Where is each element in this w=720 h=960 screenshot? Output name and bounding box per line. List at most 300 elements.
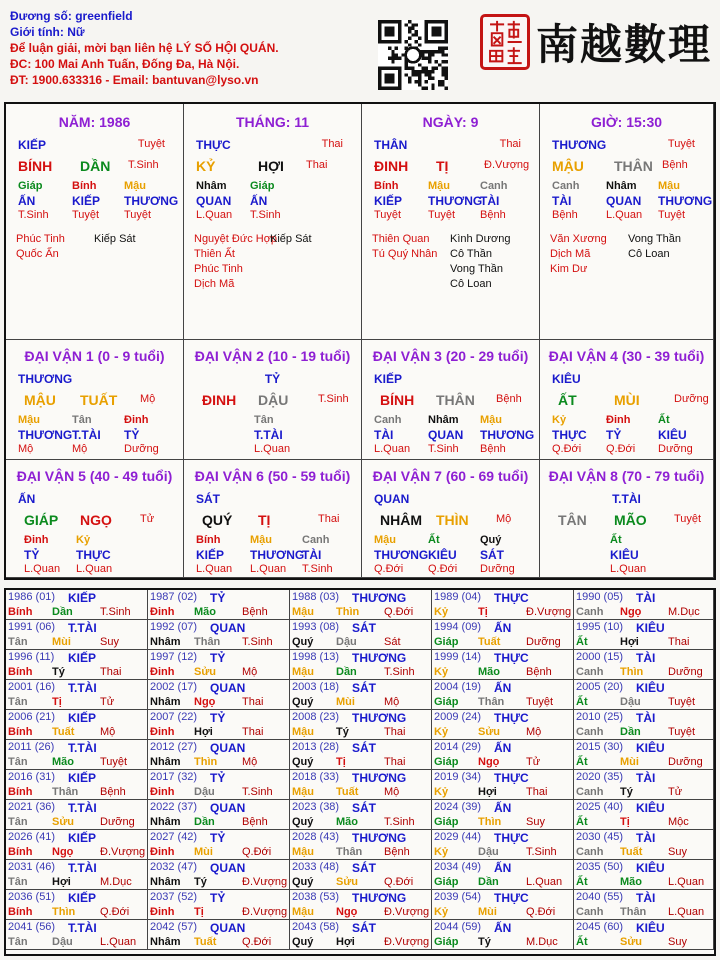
year-branch: Ngọ xyxy=(336,906,358,918)
year-branch: Dần xyxy=(52,606,73,618)
pillar-3 xyxy=(540,104,714,340)
year-growth-status: T.Sinh xyxy=(526,846,557,858)
hidden-ten-god: SÁT xyxy=(480,548,504,562)
year-growth-status: Bệnh xyxy=(526,666,552,678)
year-branch: Tý xyxy=(52,666,65,678)
year-ten-god: ẤN xyxy=(494,681,512,695)
year-cell xyxy=(574,920,714,950)
year-growth-status: T.Sinh xyxy=(242,636,273,648)
star-name: Dịch Mã xyxy=(194,278,235,290)
year-branch: Dậu xyxy=(194,786,215,798)
year-stem: Kỷ xyxy=(434,666,449,678)
hidden-stem: Tân xyxy=(254,414,274,426)
hidden-stem: Mậu xyxy=(18,414,40,426)
year-label: 2020 (35) xyxy=(576,771,624,783)
year-ten-god: THƯƠNG xyxy=(352,771,407,785)
year-stem: Mậu xyxy=(292,906,314,918)
year-branch: Mão xyxy=(194,606,216,618)
earthly-branch: THÂN xyxy=(436,392,475,408)
hidden-stem: Canh xyxy=(374,414,402,426)
hidden-stem: Giáp xyxy=(250,180,275,192)
good-stars xyxy=(550,232,607,277)
hidden-ten-god: THƯƠNG xyxy=(18,428,73,442)
year-ten-god: TÀI xyxy=(636,891,656,905)
year-ten-god: KIẾP xyxy=(68,591,97,605)
pillar-title: THÁNG: 11 xyxy=(235,114,310,130)
hidden-ten-god: THỰC xyxy=(76,548,111,562)
year-ten-god: T.TÀI xyxy=(68,861,97,875)
year-branch: Dần xyxy=(194,816,215,828)
hidden-growth-status: L.Quan xyxy=(250,563,287,575)
hidden-stem: Mậu xyxy=(374,534,396,546)
hidden-stem: Giáp xyxy=(18,180,43,192)
year-cell xyxy=(290,590,432,620)
heavenly-stem: ĐINH xyxy=(374,158,409,174)
year-cell xyxy=(574,770,714,800)
year-ten-god: TÀI xyxy=(636,651,656,665)
year-growth-status: Thai xyxy=(242,726,264,738)
year-label: 2017 (32) xyxy=(150,771,198,783)
hidden-growth-status: L.Quan xyxy=(196,563,233,575)
year-cell xyxy=(6,650,148,680)
year-label: 1992 (07) xyxy=(150,621,198,633)
hidden-stem: Nhâm xyxy=(428,414,459,426)
year-stem: Bính xyxy=(8,666,33,678)
contact: ĐT: 1900.633316 - Email: bantuvan@lyso.vn xyxy=(10,73,259,87)
year-growth-status: Mộ xyxy=(526,726,542,738)
year-growth-status: Tuyệt xyxy=(100,756,128,768)
pillar-2 xyxy=(362,104,540,340)
brand-logo: 南越數理 xyxy=(536,20,713,69)
hidden-ten-god: KIÊU xyxy=(610,548,639,562)
year-ten-god: THỰC xyxy=(494,771,529,785)
hidden-ten-god: TỶ xyxy=(24,548,40,562)
year-growth-status: T.Sinh xyxy=(242,786,273,798)
year-label: 1990 (05) xyxy=(576,591,624,603)
hidden-ten-god: THƯƠNG xyxy=(480,428,535,442)
ten-god-stem: THƯƠNG xyxy=(18,372,73,386)
year-branch: Mùi xyxy=(52,636,71,648)
year-branch: Tuất xyxy=(336,786,359,798)
year-growth-status: Dưỡng xyxy=(668,756,703,768)
year-stem: Đinh xyxy=(150,906,175,918)
hidden-growth-status: Mộ xyxy=(72,443,88,455)
hidden-ten-god: THỰC xyxy=(552,428,587,442)
year-cell xyxy=(290,680,432,710)
branch-growth-status: Bệnh xyxy=(662,159,688,171)
year-ten-god: KIÊU xyxy=(636,741,665,755)
year-stem: Mậu xyxy=(292,726,314,738)
year-label: 1999 (14) xyxy=(434,651,482,663)
year-cell xyxy=(6,740,148,770)
hidden-ten-god: THƯƠNG xyxy=(658,194,713,208)
hidden-ten-god: KIÊU xyxy=(658,428,687,442)
year-branch: Mùi xyxy=(194,846,213,858)
hidden-stem: Mậu xyxy=(124,180,146,192)
year-label: 2038 (53) xyxy=(292,891,340,903)
year-ten-god: QUAN xyxy=(210,921,246,935)
hidden-stem: Kỷ xyxy=(76,534,91,546)
dai-van-6 xyxy=(184,460,362,578)
earthly-branch: TỊ xyxy=(258,512,271,528)
year-branch: Hợi xyxy=(478,786,497,798)
dai-van-1 xyxy=(6,340,184,460)
year-ten-god: QUAN xyxy=(210,621,246,635)
hidden-growth-status: Q.Đới xyxy=(552,443,582,455)
year-growth-status: Mộ xyxy=(242,756,258,768)
year-cell xyxy=(290,710,432,740)
year-stem: Kỷ xyxy=(434,906,449,918)
stem-growth-status: Tuyệt xyxy=(667,138,695,150)
year-ten-god: SÁT xyxy=(352,801,376,815)
ten-god-stem: THỰC xyxy=(196,138,231,152)
year-branch: Ngọ xyxy=(194,696,216,708)
year-stem: Đinh xyxy=(150,846,175,858)
year-ten-god: QUAN xyxy=(210,741,246,755)
year-ten-god: ẤN xyxy=(494,741,512,755)
year-cell xyxy=(290,890,432,920)
hidden-growth-status: Mộ xyxy=(18,443,34,455)
year-growth-status: L.Quan xyxy=(668,876,705,888)
year-growth-status: Đ.Vượng xyxy=(526,606,572,618)
year-branch: Mùi xyxy=(620,756,639,768)
bad-stars xyxy=(270,232,312,247)
year-label: 1986 (01) xyxy=(8,591,56,603)
year-growth-status: Dưỡng xyxy=(526,636,561,648)
year-label: 2025 (40) xyxy=(576,801,624,813)
year-label: 2006 (21) xyxy=(8,711,56,723)
year-ten-god: TỶ xyxy=(210,651,226,665)
year-stem: Bính xyxy=(8,906,33,918)
hidden-stem: Bính xyxy=(72,180,97,192)
ten-god-stem: THÂN xyxy=(374,138,408,152)
ten-god-stem: THƯƠNG xyxy=(552,138,607,152)
year-label: 2009 (24) xyxy=(434,711,482,723)
heavenly-stem: GIÁP xyxy=(24,512,59,528)
year-growth-status: Bệnh xyxy=(384,846,410,858)
year-cell xyxy=(148,620,290,650)
year-stem: Ất xyxy=(576,756,588,768)
year-stem: Tân xyxy=(8,876,28,888)
hidden-growth-status: Bệnh xyxy=(552,209,578,221)
hidden-growth-status: L.Quan xyxy=(196,209,233,221)
year-cell xyxy=(432,890,574,920)
year-growth-status: L.Quan xyxy=(100,936,137,948)
year-branch: Dần xyxy=(336,666,357,678)
year-ten-god: SÁT xyxy=(352,741,376,755)
year-growth-status: Q.Đới xyxy=(526,906,556,918)
hidden-ten-god: KIẾP xyxy=(72,194,101,208)
hidden-stem: Nhâm xyxy=(606,180,637,192)
hidden-stem: Bính xyxy=(374,180,399,192)
year-cell xyxy=(148,800,290,830)
year-ten-god: SÁT xyxy=(352,621,376,635)
hidden-ten-god: QUAN xyxy=(606,194,642,208)
year-stem: Đinh xyxy=(150,726,175,738)
year-cell xyxy=(148,890,290,920)
year-branch: Dần xyxy=(478,876,499,888)
consult-note: Để luận giải, mời bạn liên hệ LÝ SỐ HỘI QUÁN. xyxy=(10,41,279,55)
year-cell xyxy=(148,590,290,620)
year-stem: Mậu xyxy=(292,846,314,858)
hidden-ten-god: KIÊU xyxy=(428,548,457,562)
star-name: Tú Quý Nhân xyxy=(372,248,438,260)
year-branch: Tị xyxy=(336,756,346,768)
hidden-growth-status: T.Sinh xyxy=(428,443,459,455)
year-ten-god: QUAN xyxy=(210,681,246,695)
heavenly-stem: NHÂM xyxy=(380,512,422,528)
hidden-stem: Canh xyxy=(480,180,508,192)
hidden-ten-god: TÀI xyxy=(302,548,322,562)
dai-van-title: ĐẠI VẬN 7 (60 - 69 tuổi) xyxy=(372,468,529,484)
year-ten-god: THỰC xyxy=(494,711,529,725)
hidden-stem: Đinh xyxy=(124,414,149,426)
heavenly-stem: TÂN xyxy=(558,512,587,528)
year-label: 2015 (30) xyxy=(576,741,624,753)
heavenly-stem: ĐINH xyxy=(202,392,237,408)
year-cell xyxy=(6,770,148,800)
earthly-branch: MÃO xyxy=(614,512,647,528)
pillar-title: NGÀY: 9 xyxy=(422,114,479,130)
year-growth-status: Mộ xyxy=(384,696,400,708)
year-label: 2032 (47) xyxy=(150,861,198,873)
year-branch: Thân xyxy=(52,786,79,798)
hidden-ten-god: KIẾP xyxy=(374,194,403,208)
earthly-branch: THÌN xyxy=(436,512,469,528)
year-growth-status: Tử xyxy=(100,696,115,708)
bad-stars xyxy=(628,232,681,262)
ten-god-stem: KIÊU xyxy=(552,372,581,386)
star-name: Nguyệt Đức Hợp xyxy=(194,233,278,245)
address: ĐC: 100 Mai Anh Tuấn, Đống Đa, Hà Nội. xyxy=(10,57,240,71)
year-ten-god: THƯƠNG xyxy=(352,651,407,665)
hidden-growth-status: L.Quan xyxy=(24,563,61,575)
year-cell xyxy=(432,710,574,740)
year-branch: Thân xyxy=(336,846,363,858)
year-branch: Thìn xyxy=(478,816,502,828)
year-cell xyxy=(148,710,290,740)
year-growth-status: M.Dục xyxy=(100,876,132,888)
hidden-ten-god: T.TÀI xyxy=(254,428,283,442)
year-ten-god: QUAN xyxy=(210,801,246,815)
year-growth-status: Thai xyxy=(384,756,406,768)
year-stem: Đinh xyxy=(150,786,175,798)
year-cell xyxy=(574,710,714,740)
year-growth-status: Tử xyxy=(526,756,541,768)
dai-van-title: ĐẠI VẬN 4 (30 - 39 tuổi) xyxy=(548,348,705,364)
year-ten-god: T.TÀI xyxy=(68,921,97,935)
year-cell xyxy=(290,800,432,830)
year-stem: Nhâm xyxy=(150,876,181,888)
year-cell xyxy=(290,650,432,680)
branch-growth-status: Mộ xyxy=(140,393,156,405)
year-ten-god: THỰC xyxy=(494,591,529,605)
year-label: 2036 (51) xyxy=(8,891,56,903)
year-stem: Quý xyxy=(292,876,314,888)
hidden-stem: Đinh xyxy=(606,414,631,426)
year-branch: Sửu xyxy=(194,666,217,678)
year-growth-status: Đ.Vượng xyxy=(242,906,288,918)
year-label: 2040 (55) xyxy=(576,891,624,903)
qr-code-icon xyxy=(378,20,448,90)
year-growth-status: Đ.Vượng xyxy=(384,906,430,918)
year-stem: Quý xyxy=(292,936,314,948)
hidden-growth-status: Tuyệt xyxy=(428,209,456,221)
year-stem: Canh xyxy=(576,726,604,738)
pillar-0 xyxy=(6,104,184,340)
star-name: Cô Loan xyxy=(450,278,492,290)
year-branch: Tý xyxy=(478,936,491,948)
earthly-branch: THÂN xyxy=(614,158,653,174)
year-cell xyxy=(148,680,290,710)
hidden-growth-status: Q.Đới xyxy=(606,443,636,455)
earthly-branch: NGỌ xyxy=(80,512,112,528)
year-branch: Thân xyxy=(620,906,647,918)
year-cell xyxy=(432,680,574,710)
year-cell xyxy=(432,620,574,650)
year-cell xyxy=(6,800,148,830)
year-label: 2010 (25) xyxy=(576,711,624,723)
year-branch: Tý xyxy=(336,726,349,738)
year-ten-god: SÁT xyxy=(352,921,376,935)
year-branch: Hợi xyxy=(336,936,355,948)
year-growth-status: Q.Đới xyxy=(242,936,272,948)
year-label: 2002 (17) xyxy=(150,681,198,693)
year-label: 2014 (29) xyxy=(434,741,482,753)
hidden-growth-status: Tuyệt xyxy=(374,209,402,221)
year-label: 2000 (15) xyxy=(576,651,624,663)
branch-growth-status: Mộ xyxy=(496,513,512,525)
year-growth-status: Bệnh xyxy=(242,816,268,828)
hidden-ten-god: TÀI xyxy=(552,194,572,208)
year-branch: Tuất xyxy=(194,936,217,948)
year-branch: Dần xyxy=(620,726,641,738)
year-cell xyxy=(574,830,714,860)
branch-growth-status: Dưỡng xyxy=(674,393,709,405)
hidden-stem: Mậu xyxy=(250,534,272,546)
star-name: Phúc Tinh xyxy=(194,263,243,275)
year-stem: Ất xyxy=(576,936,588,948)
year-branch: Thân xyxy=(478,696,505,708)
year-label: 2037 (52) xyxy=(150,891,198,903)
year-ten-god: ẤN xyxy=(494,921,512,935)
year-stem: Ất xyxy=(576,696,588,708)
year-stem: Bính xyxy=(8,726,33,738)
year-growth-status: Sát xyxy=(384,636,401,648)
year-cell xyxy=(574,890,714,920)
year-stem: Giáp xyxy=(434,696,459,708)
good-stars xyxy=(372,232,437,262)
dai-van-2 xyxy=(184,340,362,460)
hidden-ten-god: QUAN xyxy=(196,194,232,208)
year-branch: Ngọ xyxy=(52,846,74,858)
year-cell xyxy=(574,590,714,620)
year-label: 2024 (39) xyxy=(434,801,482,813)
hidden-ten-god: TỶ xyxy=(606,428,622,442)
year-cell xyxy=(574,800,714,830)
year-cell xyxy=(574,740,714,770)
year-growth-status: Mộ xyxy=(100,726,116,738)
year-ten-god: KIÊU xyxy=(636,921,665,935)
hidden-growth-status: T.Sinh xyxy=(302,563,333,575)
year-label: 2004 (19) xyxy=(434,681,482,693)
bad-stars xyxy=(94,232,136,247)
year-ten-god: ẤN xyxy=(494,861,512,875)
ten-god-stem: QUAN xyxy=(374,492,410,506)
year-label: 1996 (11) xyxy=(8,651,55,663)
year-label: 2039 (54) xyxy=(434,891,482,903)
year-cell xyxy=(6,830,148,860)
pillar-title: NĂM: 1986 xyxy=(58,114,131,130)
hidden-growth-status: Dưỡng xyxy=(480,563,515,575)
year-ten-god: SÁT xyxy=(352,681,376,695)
hidden-growth-status: Bệnh xyxy=(480,209,506,221)
year-stem: Nhâm xyxy=(150,756,181,768)
gender: Giới tính: Nữ xyxy=(10,25,85,39)
year-growth-status: Đ.Vượng xyxy=(384,936,430,948)
star-name: Cô Loan xyxy=(628,248,670,260)
year-cell xyxy=(148,830,290,860)
year-label: 2034 (49) xyxy=(434,861,482,873)
year-growth-status: Tuyệt xyxy=(668,696,696,708)
year-stem: Giáp xyxy=(434,876,459,888)
hidden-growth-status: Dưỡng xyxy=(658,443,693,455)
hidden-ten-god: TỶ xyxy=(124,428,140,442)
year-branch: Mùi xyxy=(478,906,497,918)
hidden-growth-status: Q.Đới xyxy=(428,563,458,575)
year-growth-status: Tuyệt xyxy=(526,696,554,708)
year-ten-god: SÁT xyxy=(352,861,376,875)
star-name: Vong Thần xyxy=(628,233,682,245)
year-stem: Quý xyxy=(292,756,314,768)
earthly-branch: DẬU xyxy=(258,392,289,408)
year-stem: Giáp xyxy=(434,636,459,648)
year-label: 2012 (27) xyxy=(150,741,198,753)
year-growth-status: Thai xyxy=(242,696,264,708)
earthly-branch: HỢI xyxy=(258,158,284,174)
year-cell xyxy=(6,920,148,950)
year-stem: Giáp xyxy=(434,936,459,948)
ten-god-stem: KIẾP xyxy=(18,138,47,152)
year-cell xyxy=(6,680,148,710)
year-ten-god: QUAN xyxy=(210,861,246,875)
hidden-stem: Nhâm xyxy=(196,180,227,192)
year-label: 2030 (45) xyxy=(576,831,624,843)
year-label: 2035 (50) xyxy=(576,861,624,873)
year-ten-god: TỶ xyxy=(210,591,226,605)
year-ten-god: KIẾP xyxy=(68,831,97,845)
earthly-branch: MÙI xyxy=(614,392,640,408)
dai-van-4 xyxy=(540,340,714,460)
year-growth-status: T.Sinh xyxy=(100,606,131,618)
year-label: 2011 (26) xyxy=(8,741,55,753)
year-ten-god: TÀI xyxy=(636,591,656,605)
earthly-branch: TUẤT xyxy=(80,392,118,408)
star-name: Phúc Tinh xyxy=(16,233,65,245)
year-growth-status: Tuyệt xyxy=(668,726,696,738)
year-stem: Canh xyxy=(576,786,604,798)
year-growth-status: T.Sinh xyxy=(384,666,415,678)
year-ten-god: KIẾP xyxy=(68,771,97,785)
dai-van-3 xyxy=(362,340,540,460)
year-stem: Mậu xyxy=(292,786,314,798)
year-branch: Tý xyxy=(194,876,207,888)
year-branch: Sửu xyxy=(620,936,643,948)
year-branch: Tuất xyxy=(478,636,501,648)
year-label: 2045 (60) xyxy=(576,921,624,933)
year-stem: Quý xyxy=(292,696,314,708)
branch-growth-status: Tuyệt xyxy=(674,513,702,525)
